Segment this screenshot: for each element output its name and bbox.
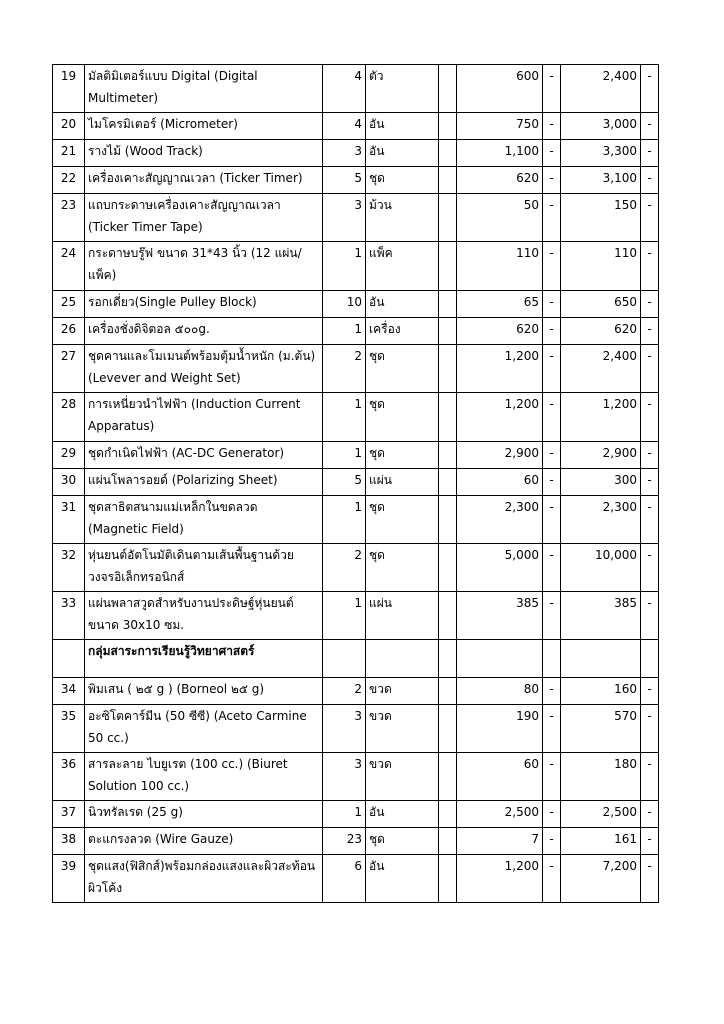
item-number: 37 — [53, 801, 85, 828]
item-name: ตะแกรงลวด (Wire Gauze) — [85, 828, 323, 855]
item-number: 27 — [53, 345, 85, 393]
unit-price: 80 — [457, 678, 543, 705]
item-number: 31 — [53, 496, 85, 544]
table-row — [53, 318, 659, 345]
item-number: 34 — [53, 678, 85, 705]
item-quantity: 2 — [323, 345, 366, 393]
item-quantity: 6 — [323, 855, 366, 903]
total-price-satang: - — [641, 705, 659, 753]
item-quantity: 2 — [323, 678, 366, 705]
total-price-satang: - — [641, 592, 659, 640]
unit-price-satang: - — [543, 442, 561, 469]
total-price: 3,100 — [561, 167, 641, 194]
item-quantity: 1 — [323, 242, 366, 291]
item-quantity: 3 — [323, 140, 366, 167]
item-quantity: 3 — [323, 194, 366, 242]
item-name: แผ่นโพลารอยด์ (Polarizing Sheet) — [85, 469, 323, 496]
unit-price: 1,100 — [457, 140, 543, 167]
item-number: 20 — [53, 113, 85, 140]
unit-price-satang: - — [543, 242, 561, 291]
item-quantity: 1 — [323, 318, 366, 345]
item-name: พิมเสน ( ๒๕ g ) (Borneol ๒๕ g) — [85, 678, 323, 705]
item-name: ชุดแสง(ฟิสิกส์)พร้อมกล่องแสงและผิวสะท้อนผิวโค้ง — [85, 855, 323, 903]
table-row — [53, 678, 659, 705]
unit-price-satang: - — [543, 496, 561, 544]
unit-price: 2,500 — [457, 801, 543, 828]
blank-cell — [439, 705, 457, 753]
unit-price-satang: - — [543, 345, 561, 393]
item-quantity: 1 — [323, 801, 366, 828]
section-row — [53, 640, 659, 678]
table-row — [53, 442, 659, 469]
blank-cell — [439, 291, 457, 318]
item-number: 38 — [53, 828, 85, 855]
total-price: 3,000 — [561, 113, 641, 140]
table-row — [53, 167, 659, 194]
item-unit: ตัว — [366, 65, 439, 113]
table-row — [53, 469, 659, 496]
total-price-satang: - — [641, 393, 659, 442]
unit-price: 2,900 — [457, 442, 543, 469]
blank-cell — [439, 828, 457, 855]
unit-price-satang: - — [543, 801, 561, 828]
total-price: 385 — [561, 592, 641, 640]
unit-price-satang: - — [543, 855, 561, 903]
item-number: 25 — [53, 291, 85, 318]
item-quantity: 1 — [323, 592, 366, 640]
total-price-satang: - — [641, 469, 659, 496]
unit-price: 110 — [457, 242, 543, 291]
blank-cell — [439, 496, 457, 544]
item-unit: แผ่น — [366, 592, 439, 640]
item-unit: อัน — [366, 291, 439, 318]
item-quantity: 3 — [323, 753, 366, 801]
item-unit: ขวด — [366, 705, 439, 753]
item-name: ชุดสาธิตสนามแม่เหล็กในขดลวด (Magnetic Field) — [85, 496, 323, 544]
item-quantity: 1 — [323, 496, 366, 544]
item-unit: ชุด — [366, 345, 439, 393]
item-number: 19 — [53, 65, 85, 113]
item-unit: ชุด — [366, 828, 439, 855]
total-price-satang: - — [641, 496, 659, 544]
item-number: 23 — [53, 194, 85, 242]
item-unit: ชุด — [366, 393, 439, 442]
unit-price: 600 — [457, 65, 543, 113]
unit-price: 5,000 — [457, 544, 543, 592]
item-number: 26 — [53, 318, 85, 345]
item-name: การเหนี่ยวนำไฟฟ้า (Induction Current Apparatus) — [85, 393, 323, 442]
total-price-satang: - — [641, 167, 659, 194]
item-quantity: 23 — [323, 828, 366, 855]
item-number: 22 — [53, 167, 85, 194]
total-price-satang: - — [641, 442, 659, 469]
unit-price-satang — [543, 640, 561, 678]
total-price: 3,300 — [561, 140, 641, 167]
item-name: เครื่องเคาะสัญญาณเวลา (Ticker Timer) — [85, 167, 323, 194]
item-number: 36 — [53, 753, 85, 801]
item-unit: อัน — [366, 801, 439, 828]
total-price: 160 — [561, 678, 641, 705]
unit-price-satang: - — [543, 318, 561, 345]
section-heading: กลุ่มสาระการเรียนรู้วิทยาศาสตร์ — [85, 640, 323, 678]
item-name: แถบกระดาษเครื่องเคาะสัญญาณเวลา (Ticker Timer Tape) — [85, 194, 323, 242]
blank-cell — [439, 469, 457, 496]
blank-cell — [439, 855, 457, 903]
table-row — [53, 140, 659, 167]
item-name: แผ่นพลาสวูดสำหรับงานประดิษฐ์หุ่นยนต์ ขนาด 30x10 ซม. — [85, 592, 323, 640]
total-price: 180 — [561, 753, 641, 801]
blank-cell — [439, 801, 457, 828]
total-price-satang: - — [641, 291, 659, 318]
item-number: 33 — [53, 592, 85, 640]
total-price: 150 — [561, 194, 641, 242]
item-number — [53, 640, 85, 678]
unit-price: 1,200 — [457, 855, 543, 903]
table-row — [53, 705, 659, 753]
unit-price-satang: - — [543, 678, 561, 705]
table-row — [53, 291, 659, 318]
item-quantity — [323, 640, 366, 678]
table-row — [53, 544, 659, 592]
item-quantity: 1 — [323, 442, 366, 469]
item-name: กระดาษบรู๊ฟ ขนาด 31*43 นิ้ว (12 แผ่น/แพ็ค) — [85, 242, 323, 291]
total-price: 10,000 — [561, 544, 641, 592]
item-number: 21 — [53, 140, 85, 167]
table-row — [53, 345, 659, 393]
unit-price: 60 — [457, 753, 543, 801]
item-unit: เครื่อง — [366, 318, 439, 345]
unit-price: 750 — [457, 113, 543, 140]
total-price: 2,400 — [561, 65, 641, 113]
item-unit: ม้วน — [366, 194, 439, 242]
item-number: 35 — [53, 705, 85, 753]
unit-price: 1,200 — [457, 345, 543, 393]
item-unit: ชุด — [366, 544, 439, 592]
blank-cell — [439, 140, 457, 167]
total-price: 620 — [561, 318, 641, 345]
total-price-satang: - — [641, 544, 659, 592]
table-row — [53, 194, 659, 242]
blank-cell — [439, 393, 457, 442]
blank-cell — [439, 544, 457, 592]
blank-cell — [439, 592, 457, 640]
item-quantity: 2 — [323, 544, 366, 592]
total-price-satang: - — [641, 242, 659, 291]
item-number: 39 — [53, 855, 85, 903]
item-name: มัลติมิเตอร์แบบ Digital (Digital Multimeter) — [85, 65, 323, 113]
table-row — [53, 65, 659, 113]
unit-price-satang: - — [543, 291, 561, 318]
item-name: เครื่องชั่งดิจิตอล ๕๐๐g. — [85, 318, 323, 345]
blank-cell — [439, 194, 457, 242]
unit-price-satang: - — [543, 828, 561, 855]
item-name: รางไม้ (Wood Track) — [85, 140, 323, 167]
unit-price: 65 — [457, 291, 543, 318]
total-price: 2,500 — [561, 801, 641, 828]
table-row — [53, 496, 659, 544]
total-price-satang: - — [641, 855, 659, 903]
item-number: 29 — [53, 442, 85, 469]
unit-price: 385 — [457, 592, 543, 640]
item-name: นิวทรัลเรด (25 g) — [85, 801, 323, 828]
blank-cell — [439, 113, 457, 140]
table-row — [53, 242, 659, 291]
total-price: 1,200 — [561, 393, 641, 442]
total-price: 161 — [561, 828, 641, 855]
total-price-satang: - — [641, 65, 659, 113]
item-name: ไมโครมิเตอร์ (Micrometer) — [85, 113, 323, 140]
item-unit: ขวด — [366, 753, 439, 801]
blank-cell — [439, 242, 457, 291]
total-price-satang: - — [641, 753, 659, 801]
total-price: 2,400 — [561, 345, 641, 393]
table-row — [53, 592, 659, 640]
total-price-satang — [641, 640, 659, 678]
item-unit — [366, 640, 439, 678]
blank-cell — [439, 640, 457, 678]
total-price — [561, 640, 641, 678]
blank-cell — [439, 345, 457, 393]
unit-price-satang: - — [543, 753, 561, 801]
item-name: อะซิโตคาร์มีน (50 ซีซี) (Aceto Carmine 50 cc.) — [85, 705, 323, 753]
item-number: 28 — [53, 393, 85, 442]
item-unit: อัน — [366, 140, 439, 167]
total-price: 2,900 — [561, 442, 641, 469]
unit-price-satang: - — [543, 65, 561, 113]
total-price: 2,300 — [561, 496, 641, 544]
item-name: รอกเดี่ยว(Single Pulley Block) — [85, 291, 323, 318]
item-name: หุ่นยนต์อัตโนมัติเดินตามเส้นพื้นฐานด้วยวงจรอิเล็กทรอนิกส์ — [85, 544, 323, 592]
total-price: 300 — [561, 469, 641, 496]
blank-cell — [439, 442, 457, 469]
unit-price: 7 — [457, 828, 543, 855]
table-row — [53, 393, 659, 442]
unit-price-satang: - — [543, 393, 561, 442]
total-price-satang: - — [641, 678, 659, 705]
unit-price: 620 — [457, 167, 543, 194]
total-price: 570 — [561, 705, 641, 753]
total-price-satang: - — [641, 318, 659, 345]
total-price-satang: - — [641, 140, 659, 167]
unit-price-satang: - — [543, 592, 561, 640]
item-unit: ขวด — [366, 678, 439, 705]
unit-price: 190 — [457, 705, 543, 753]
item-unit: อัน — [366, 113, 439, 140]
item-name: ชุดคานและโมเมนต์พร้อมตุ้มน้ำหนัก (ม.ต้น) (Levever and Weight Set) — [85, 345, 323, 393]
item-unit: แพ็ค — [366, 242, 439, 291]
item-quantity: 5 — [323, 469, 366, 496]
total-price: 110 — [561, 242, 641, 291]
item-quantity: 5 — [323, 167, 366, 194]
table-row — [53, 801, 659, 828]
table-row — [53, 828, 659, 855]
total-price-satang: - — [641, 828, 659, 855]
unit-price-satang: - — [543, 705, 561, 753]
item-quantity: 4 — [323, 65, 366, 113]
unit-price: 620 — [457, 318, 543, 345]
unit-price-satang: - — [543, 194, 561, 242]
total-price: 650 — [561, 291, 641, 318]
unit-price: 60 — [457, 469, 543, 496]
item-name: ชุดกำเนิดไฟฟ้า (AC-DC Generator) — [85, 442, 323, 469]
table-row — [53, 753, 659, 801]
item-quantity: 10 — [323, 291, 366, 318]
total-price-satang: - — [641, 801, 659, 828]
unit-price-satang: - — [543, 113, 561, 140]
item-number: 24 — [53, 242, 85, 291]
item-unit: ชุด — [366, 167, 439, 194]
table-row — [53, 113, 659, 140]
item-quantity: 1 — [323, 393, 366, 442]
item-unit: อัน — [366, 855, 439, 903]
blank-cell — [439, 167, 457, 194]
unit-price: 1,200 — [457, 393, 543, 442]
unit-price: 2,300 — [457, 496, 543, 544]
item-unit: แผ่น — [366, 469, 439, 496]
unit-price: 50 — [457, 194, 543, 242]
unit-price-satang: - — [543, 167, 561, 194]
total-price-satang: - — [641, 194, 659, 242]
item-unit: ชุด — [366, 496, 439, 544]
blank-cell — [439, 678, 457, 705]
unit-price-satang: - — [543, 140, 561, 167]
blank-cell — [439, 753, 457, 801]
table-row — [53, 855, 659, 903]
unit-price — [457, 640, 543, 678]
item-quantity: 4 — [323, 113, 366, 140]
equipment-table — [52, 64, 659, 903]
total-price-satang: - — [641, 113, 659, 140]
unit-price-satang: - — [543, 469, 561, 496]
item-unit: ชุด — [366, 442, 439, 469]
blank-cell — [439, 318, 457, 345]
total-price: 7,200 — [561, 855, 641, 903]
total-price-satang: - — [641, 345, 659, 393]
item-name: สารละลาย ไบยูเรต (100 cc.) (Biuret Solution 100 cc.) — [85, 753, 323, 801]
unit-price-satang: - — [543, 544, 561, 592]
item-number: 30 — [53, 469, 85, 496]
item-quantity: 3 — [323, 705, 366, 753]
item-number: 32 — [53, 544, 85, 592]
blank-cell — [439, 65, 457, 113]
